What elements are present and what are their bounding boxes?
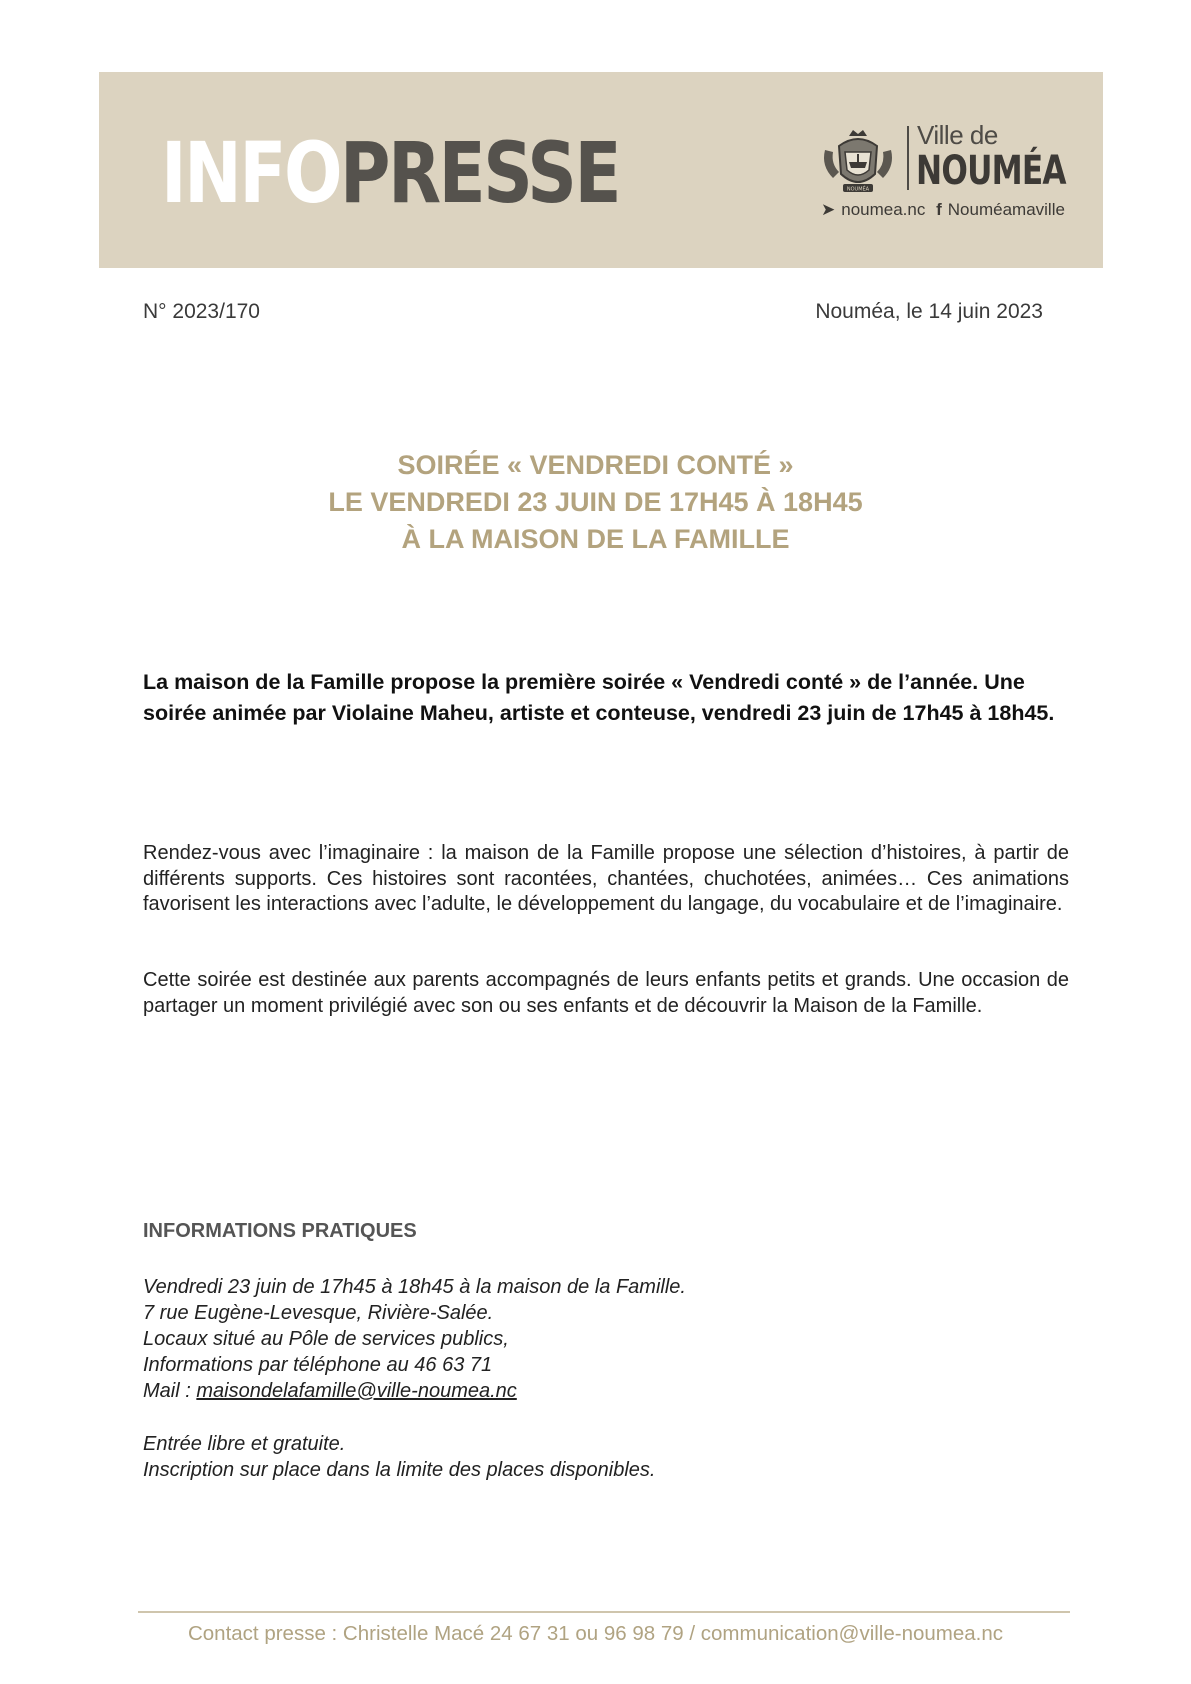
entry-free: Entrée libre et gratuite. bbox=[143, 1433, 346, 1455]
facebook-icon: f bbox=[936, 200, 942, 219]
social-links bbox=[821, 200, 1071, 220]
logo-divider bbox=[907, 126, 909, 190]
practical-phone: Informations par téléphone au 46 63 71 bbox=[143, 1354, 493, 1376]
practical-address: 7 rue Eugène-Levesque, Rivière-Salée. bbox=[143, 1302, 494, 1324]
mail-label: Mail : bbox=[143, 1380, 197, 1402]
registration-info: Inscription sur place dans la limite des places disponibles. bbox=[143, 1459, 656, 1481]
mail-link[interactable]: maisondelafamille@ville-noumea.nc bbox=[196, 1380, 517, 1402]
website-link[interactable]: noumea.nc bbox=[841, 200, 926, 219]
info-presse-logo bbox=[161, 124, 620, 222]
brand-info: INFO bbox=[161, 124, 341, 222]
press-release-date: Nouméa, le 14 juin 2023 bbox=[815, 300, 1043, 323]
body-paragraph-2: Cette soirée est destinée aux parents accompagnés de leurs enfants petits et grands. Une occasion de partager un moment privilégié avec son ou ses enfants et de découvrir la Maison de la Famille. bbox=[143, 969, 1069, 1017]
press-header-banner bbox=[99, 72, 1103, 268]
body-paragraph-1: Rendez-vous avec l’imaginaire : la maison de la Famille propose une sélection d’histoires, à partir de différents supports. Ces histoires sont racontées, chantées, chuchotées, animées… Ces animations favorisent les interactions avec l’adulte, le développement du langage, du vocabulaire et de l’imaginaire. bbox=[143, 842, 1069, 915]
ville-de-label: Ville de bbox=[917, 120, 998, 150]
facebook-link[interactable]: Nouméamaville bbox=[947, 200, 1065, 219]
practical-entry-info bbox=[143, 1431, 1043, 1483]
brand-presse: PRESSE bbox=[340, 124, 620, 222]
lead-paragraph: La maison de la Famille propose la première soirée « Vendredi conté » de l’année. Une soirée animée par Violaine Maheu, artiste et conteuse, vendredi 23 juin de 17h45 à 18h45. bbox=[143, 670, 1055, 725]
city-name: NOUMÉA bbox=[916, 148, 1066, 194]
event-title bbox=[0, 447, 1191, 558]
practical-mail-row bbox=[143, 1378, 1043, 1404]
footer-divider bbox=[138, 1611, 1070, 1613]
title-line-3: À LA MAISON DE LA FAMILLE bbox=[401, 524, 790, 554]
practical-info-heading: INFORMATIONS PRATIQUES bbox=[143, 1220, 417, 1242]
send-icon: ➤ bbox=[821, 200, 836, 219]
svg-text:NOUMÉA: NOUMÉA bbox=[846, 186, 870, 193]
practical-line-1: Vendredi 23 juin de 17h45 à 18h45 à la maison de la Famille. bbox=[143, 1276, 686, 1298]
title-line-1: SOIRÉE « VENDREDI CONTÉ » bbox=[397, 450, 794, 480]
title-line-2: LE VENDREDI 23 JUIN DE 17H45 À 18H45 bbox=[328, 487, 863, 517]
ville-de-noumea-logo bbox=[819, 122, 1069, 222]
press-contact-footer: Contact presse : Christelle Macé 24 67 31 ou 96 98 79 / communication@ville-noumea.nc bbox=[187, 1622, 1004, 1645]
practical-location: Locaux situé au Pôle de services publics, bbox=[143, 1328, 509, 1350]
practical-info-details bbox=[143, 1274, 1043, 1404]
press-release-number: N° 2023/170 bbox=[143, 300, 260, 323]
city-crest-icon bbox=[819, 128, 897, 198]
